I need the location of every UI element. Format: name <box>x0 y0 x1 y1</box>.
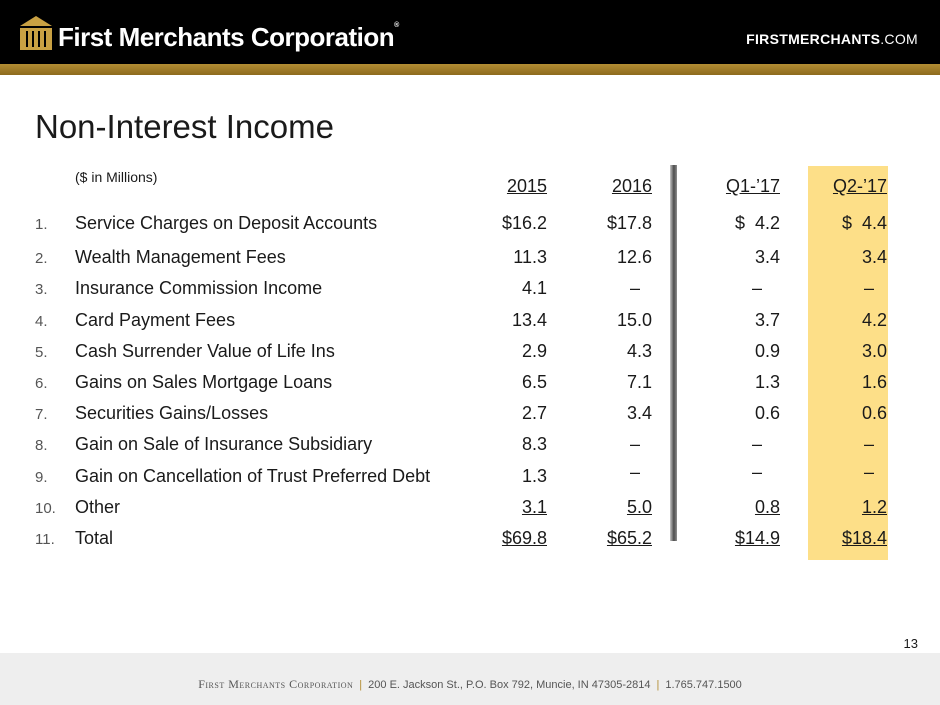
row-label: Gain on Sale of Insurance Subsidiary <box>75 434 373 454</box>
row-number: 11. <box>35 531 55 548</box>
value-2015: 4.1 <box>521 278 547 298</box>
header-bar <box>0 0 940 64</box>
value-2016: 15.0 <box>616 310 652 330</box>
row-number: 7. <box>35 406 48 423</box>
row-label: Wealth Management Fees <box>75 247 286 267</box>
footer-phone: 1.765.747.1500 <box>665 679 742 691</box>
row-label: Gains on Sales Mortgage Loans <box>75 372 333 392</box>
page-title: Non-Interest Income <box>35 108 334 145</box>
col-header-2016: 2016 <box>611 176 652 196</box>
row-number: 5. <box>35 344 48 361</box>
value-q2-17: $18.4 <box>841 528 887 548</box>
value-q2-17: 0.6 <box>861 403 887 423</box>
footer <box>0 677 940 692</box>
col-header-q2-17: Q2-’17 <box>832 176 887 196</box>
col-header-q1-17: Q1-’17 <box>725 176 780 196</box>
table-row <box>0 497 940 527</box>
value-q2-17: 4.2 <box>861 310 887 330</box>
brand-name: First Merchants Corporation® <box>58 22 399 52</box>
value-2016: 4.3 <box>626 341 652 361</box>
value-2015: 2.9 <box>521 341 547 361</box>
page-number: 13 <box>903 636 918 651</box>
value-2015: 1.3 <box>521 466 547 486</box>
value-q1-17: – <box>751 278 762 298</box>
value-2015: 13.4 <box>511 310 547 330</box>
row-label: Total <box>75 528 114 548</box>
value-q1-17: 3.4 <box>754 247 780 267</box>
value-2015: 6.5 <box>521 372 547 392</box>
value-2015: 2.7 <box>521 403 547 423</box>
row-number: 4. <box>35 313 48 330</box>
table-row-total <box>0 528 940 558</box>
value-2016: – <box>629 434 640 454</box>
company-logo-icon <box>18 14 54 52</box>
gold-divider-bar <box>0 64 940 75</box>
value-2015: $16.2 <box>501 213 547 233</box>
value-2015: 3.1 <box>521 497 547 517</box>
table-row <box>0 462 940 496</box>
value-q2-17: 3.0 <box>861 341 887 361</box>
row-label: Insurance Commission Income <box>75 278 323 298</box>
value-q2-17: $ 4.4 <box>841 213 887 233</box>
row-number: 9. <box>35 469 48 486</box>
value-q1-17: 0.9 <box>754 341 780 361</box>
value-2015: 11.3 <box>513 247 547 267</box>
row-label: Card Payment Fees <box>75 310 236 330</box>
value-2016: $65.2 <box>606 528 652 548</box>
row-number: 3. <box>35 281 48 298</box>
value-q1-17: – <box>751 462 762 482</box>
footer-separator: | <box>359 679 363 691</box>
value-q1-17: 3.7 <box>754 310 780 330</box>
footer-separator: | <box>656 679 660 691</box>
value-q1-17: 1.3 <box>754 372 780 392</box>
value-q2-17: – <box>863 434 874 454</box>
value-q1-17: $14.9 <box>734 528 780 548</box>
value-q2-17: 1.2 <box>861 497 887 517</box>
row-label: Securities Gains/Losses <box>75 403 269 423</box>
value-q1-17: 0.8 <box>754 497 780 517</box>
row-label: Other <box>75 497 121 517</box>
footer-address: 200 E. Jackson St., P.O. Box 792, Muncie, IN 47305-2814 <box>368 679 651 691</box>
footer-company: First Merchants Corporation <box>198 677 354 691</box>
value-2016: 7.1 <box>626 372 652 392</box>
table-row <box>0 403 940 433</box>
col-header-2015: 2015 <box>506 176 547 196</box>
value-q1-17: $ 4.2 <box>734 213 780 233</box>
value-2016: 12.6 <box>616 247 652 267</box>
table-row <box>0 278 940 308</box>
website-link[interactable]: FIRSTMERCHANTS.COM <box>746 31 918 47</box>
row-number: 6. <box>35 375 48 392</box>
row-number: 1. <box>35 216 48 233</box>
value-2016: $17.8 <box>606 213 652 233</box>
value-2016: 3.4 <box>626 403 652 423</box>
value-q2-17: 3.4 <box>861 247 887 267</box>
value-q2-17: – <box>863 462 874 482</box>
table-row <box>0 247 940 277</box>
table-row <box>0 341 940 371</box>
value-2016: – <box>629 278 640 298</box>
value-2016: – <box>629 462 640 482</box>
value-q1-17: 0.6 <box>754 403 780 423</box>
table-row <box>0 434 940 464</box>
table-row <box>0 213 940 243</box>
value-q2-17: 1.6 <box>861 372 887 392</box>
table-row <box>0 372 940 402</box>
table-row <box>0 310 940 340</box>
row-label: Cash Surrender Value of Life Ins <box>75 341 335 361</box>
value-q1-17: – <box>751 434 762 454</box>
row-label: Gain on Cancellation of Trust Preferred Debt <box>75 466 431 486</box>
row-number: 8. <box>35 437 48 454</box>
row-label: Service Charges on Deposit Accounts <box>75 213 378 233</box>
row-number: 2. <box>35 250 48 267</box>
value-2015: $69.8 <box>501 528 547 548</box>
value-2016: 5.0 <box>626 497 652 517</box>
value-2015: 8.3 <box>521 434 547 454</box>
value-q2-17: – <box>863 278 874 298</box>
row-number: 10. <box>35 500 56 517</box>
units-note: ($ in Millions) <box>75 169 158 185</box>
